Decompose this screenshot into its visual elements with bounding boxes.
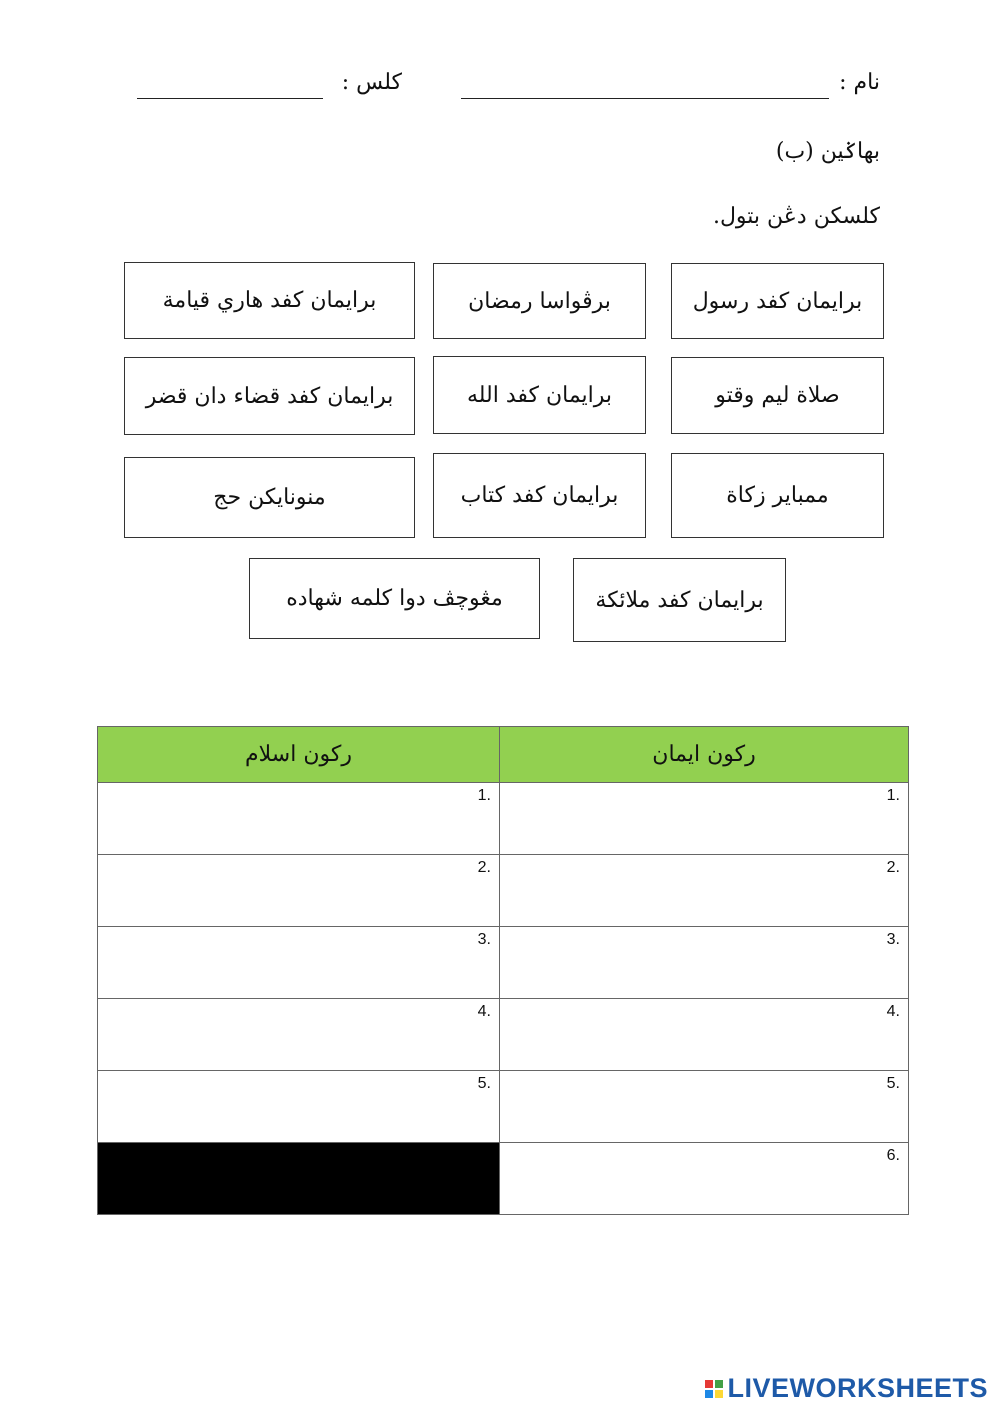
table-row [98, 783, 909, 855]
answer-card[interactable]: برايمان كفد ملائكة [573, 558, 786, 642]
column-header-rukun-islam: ركون اسلام [98, 727, 500, 783]
liveworksheets-logo-icon [705, 1380, 723, 1398]
drop-cell-iman[interactable]: 5. [500, 1071, 909, 1143]
table-row [98, 1071, 909, 1143]
answer-card[interactable]: منونايكن حج [124, 457, 415, 538]
drop-cell-iman[interactable]: 3. [500, 927, 909, 999]
drop-cell-islam[interactable]: 3. [98, 927, 500, 999]
drop-cell-iman[interactable]: 4. [500, 999, 909, 1071]
answer-table [97, 726, 909, 1215]
class-field-line[interactable] [137, 98, 323, 99]
name-label: نام : [839, 70, 880, 95]
table-row [98, 855, 909, 927]
section-title: بهاݢين (ب) [775, 139, 880, 164]
drop-cell-islam[interactable]: 2. [98, 855, 500, 927]
instruction-text: كلسكن دڠن بتول. [712, 204, 880, 229]
answer-card[interactable]: برايمان كفد الله [433, 356, 646, 434]
table-row [98, 927, 909, 999]
answer-card[interactable]: برايمان كفد هاري قيامة [124, 262, 415, 339]
table-header-row [98, 727, 909, 783]
answer-card[interactable]: صلاة ليم وقتو [671, 357, 884, 434]
drop-cell-islam[interactable]: 4. [98, 999, 500, 1071]
name-field-line[interactable] [461, 98, 829, 99]
class-label: كلس : [341, 70, 402, 95]
answer-card[interactable]: مڠوچڤ دوا كلمه شهاده [249, 558, 540, 639]
answer-card[interactable]: برڤواسا رمضان [433, 263, 646, 339]
drop-cell-iman[interactable]: 6. [500, 1143, 909, 1215]
answer-card[interactable]: ممباير زكاة [671, 453, 884, 538]
answer-card[interactable]: برايمان كفد كتاب [433, 453, 646, 538]
answer-card[interactable]: برايمان كفد قضاء دان قضر [124, 357, 415, 435]
drop-cell-iman[interactable]: 2. [500, 855, 909, 927]
table-row [98, 999, 909, 1071]
liveworksheets-brand [705, 1373, 988, 1404]
drop-cell-islam[interactable]: 5. [98, 1071, 500, 1143]
drop-cell-islam[interactable]: 1. [98, 783, 500, 855]
column-header-rukun-iman: ركون ايمان [500, 727, 909, 783]
answer-card[interactable]: برايمان كفد رسول [671, 263, 884, 339]
blocked-cell [98, 1143, 500, 1215]
drop-cell-iman[interactable]: 1. [500, 783, 909, 855]
table-row [98, 1143, 909, 1215]
brand-text: LIVEWORKSHEETS [727, 1373, 988, 1403]
